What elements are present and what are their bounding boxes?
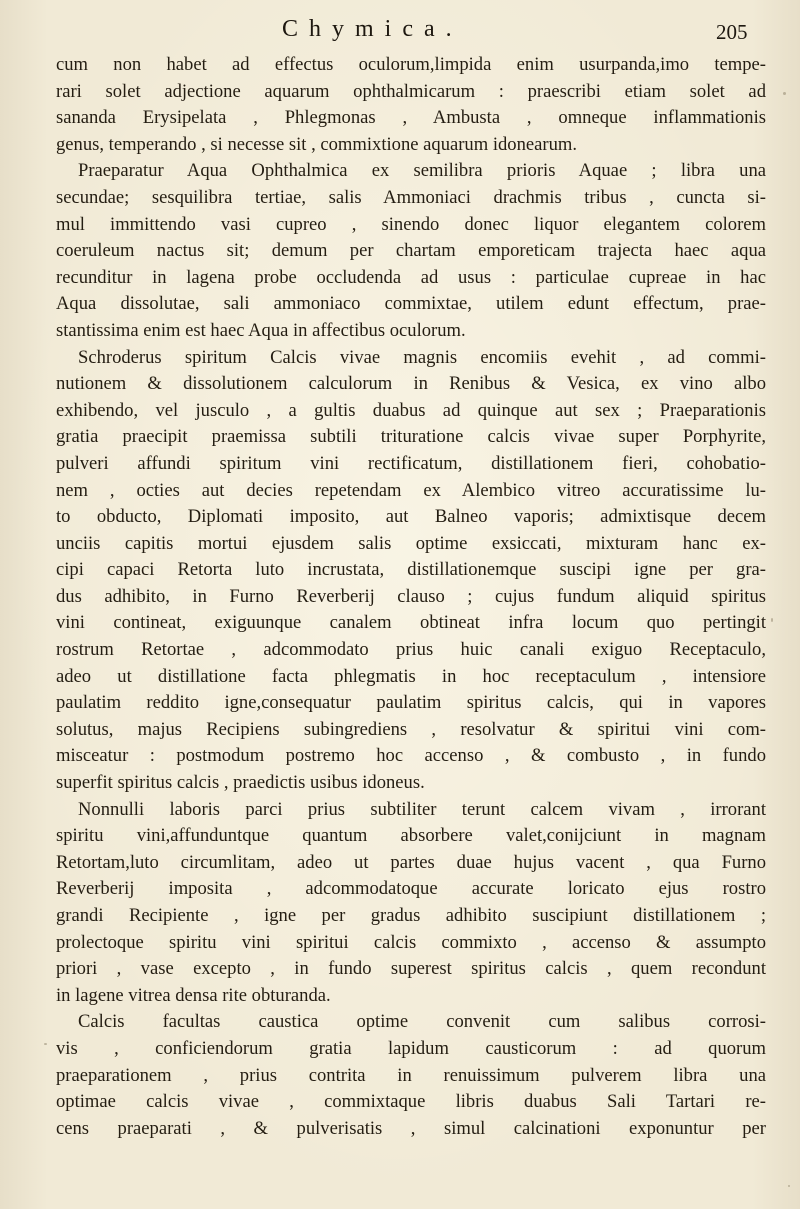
text-line: adeo ut distillatione facta phlegmatis in hoc receptaculum , intensiore — [56, 665, 766, 687]
page-number: 205 — [716, 20, 748, 44]
text-line: dus adhibito, in Furno Reverberij clauso ; cujus fundum aliquid spiritus — [56, 585, 766, 607]
text-line: in lagene vitrea densa rite obturanda. — [56, 984, 331, 1006]
text-line: cens praeparati , & pulverisatis , simul calcinationi exponuntur per — [56, 1117, 766, 1139]
paragraph-start-line: Nonnulli laboris parci prius subtiliter terunt calcem vivam , irrorant — [78, 798, 766, 820]
paragraph-start-line: Schroderus spiritum Calcis vivae magnis encomiis evehit , ad commi- — [78, 346, 766, 368]
text-line: recunditur in lagena probe occludenda ad usus : particulae cupreae in hac — [56, 266, 766, 288]
text-line: prolectoque spiritu vini spiritui calcis commixto , accenso & assumpto — [56, 931, 766, 953]
text-line: rari solet adjectione aquarum ophthalmicarum : praescribi etiam solet ad — [56, 80, 766, 102]
text-line: mul immittendo vasi cupreo , sinendo donec liquor elegantem colorem — [56, 213, 766, 235]
text-line: sananda Erysipelata , Phlegmonas , Ambusta , omneque inflammationis — [56, 107, 766, 129]
text-line: optimae calcis vivae , commixtaque libris duabus Sali Tartari re- — [56, 1091, 766, 1113]
text-line: paulatim reddito igne,consequatur paulatim spiritus calcis, qui in vapores — [56, 692, 766, 714]
body-text — [56, 52, 766, 1142]
text-line: vis , conficiendorum gratia lapidum causticorum : ad quorum — [56, 1037, 766, 1059]
text-line: vini contineat, exiguunque canalem obtineat infra locum quo pertingit — [56, 612, 766, 634]
page-header — [0, 14, 800, 48]
paragraph-start-line: Praeparatur Aqua Ophthalmica ex semilibra prioris Aquae ; libra una — [78, 160, 766, 182]
text-line: unciis capitis mortui ejusdem salis optime exsiccati, mixturam hanc ex- — [56, 532, 766, 554]
text-line: spiritu vini,affunduntque quantum absorbere valet,conijciunt in magnam — [56, 825, 766, 847]
paper-speck — [783, 92, 786, 95]
text-line: to obducto, Diplomati imposito, aut Balneo vaporis; admixtisque decem — [56, 506, 766, 528]
text-line: gratia praecipit praemissa subtili trituratione calcis vivae super Porphyrite, — [56, 426, 766, 448]
text-line: superfit spiritus calcis , praedictis usibus idoneus. — [56, 772, 425, 794]
text-line: solutus, majus Recipiens subingrediens , resolvatur & spiritui vini com- — [56, 718, 766, 740]
text-line: priori , vase excepto , in fundo superest spiritus calcis , quem recondunt — [56, 958, 766, 980]
paper-speck — [788, 1185, 790, 1187]
text-line: Aqua dissolutae, sali ammoniaco commixtae, utilem edunt effectum, prae- — [56, 293, 766, 315]
text-line: pulveri affundi spiritum vini rectificatum, distillationem fieri, cohobatio- — [56, 452, 766, 474]
text-line: cum non habet ad effectus oculorum,limpida enim usurpanda,imo tempe- — [56, 54, 766, 75]
paragraph-start-line: Calcis facultas caustica optime convenit cum salibus corrosi- — [78, 1011, 766, 1033]
text-line: Reverberij imposita , adcommodatoque accurate loricato ejus rostro — [56, 878, 766, 900]
text-line: secundae; sesquilibra tertiae, salis Ammoniaci drachmis tribus , cuncta si- — [56, 186, 766, 208]
paper-speck — [44, 1043, 47, 1045]
text-line: grandi Recipiente , igne per gradus adhibito suscipiunt distillationem ; — [56, 905, 766, 926]
text-line: stantissima enim est haec Aqua in affectibus oculorum. — [56, 319, 466, 341]
paper-speck — [771, 618, 773, 622]
text-line: rostrum Retortae , adcommodato prius huic canali exiguo Receptaculo, — [56, 639, 766, 661]
text-line: Retortam,luto circumlitam, adeo ut partes duae hujus vacent , qua Furno — [56, 851, 766, 873]
text-line: misceatur : postmodum postremo hoc accenso , & combusto , in fundo — [56, 745, 766, 767]
text-line: genus, temperando , si necesse sit , commixtione aquarum idonearum. — [56, 133, 578, 155]
text-line: praeparationem , prius contrita in renuissimum pulverem libra una — [56, 1064, 766, 1086]
text-line: coeruleum nactus sit; demum per chartam emporeticam trajecta haec aqua — [56, 240, 766, 262]
text-line: cipi capaci Retorta luto incrustata, distillationemque suscipi igne per gra- — [56, 559, 766, 581]
text-line: nutionem & dissolutionem calculorum in Renibus & Vesica, ex vino albo — [56, 373, 766, 395]
running-head: Chymica. — [282, 16, 463, 42]
text-line: nem , octies aut decies repetendam ex Alembico vitreo accuratissime lu- — [56, 479, 766, 501]
text-line: exhibendo, vel jusculo , a gultis duabus ad quinque aut sex ; Praeparationis — [56, 399, 766, 421]
